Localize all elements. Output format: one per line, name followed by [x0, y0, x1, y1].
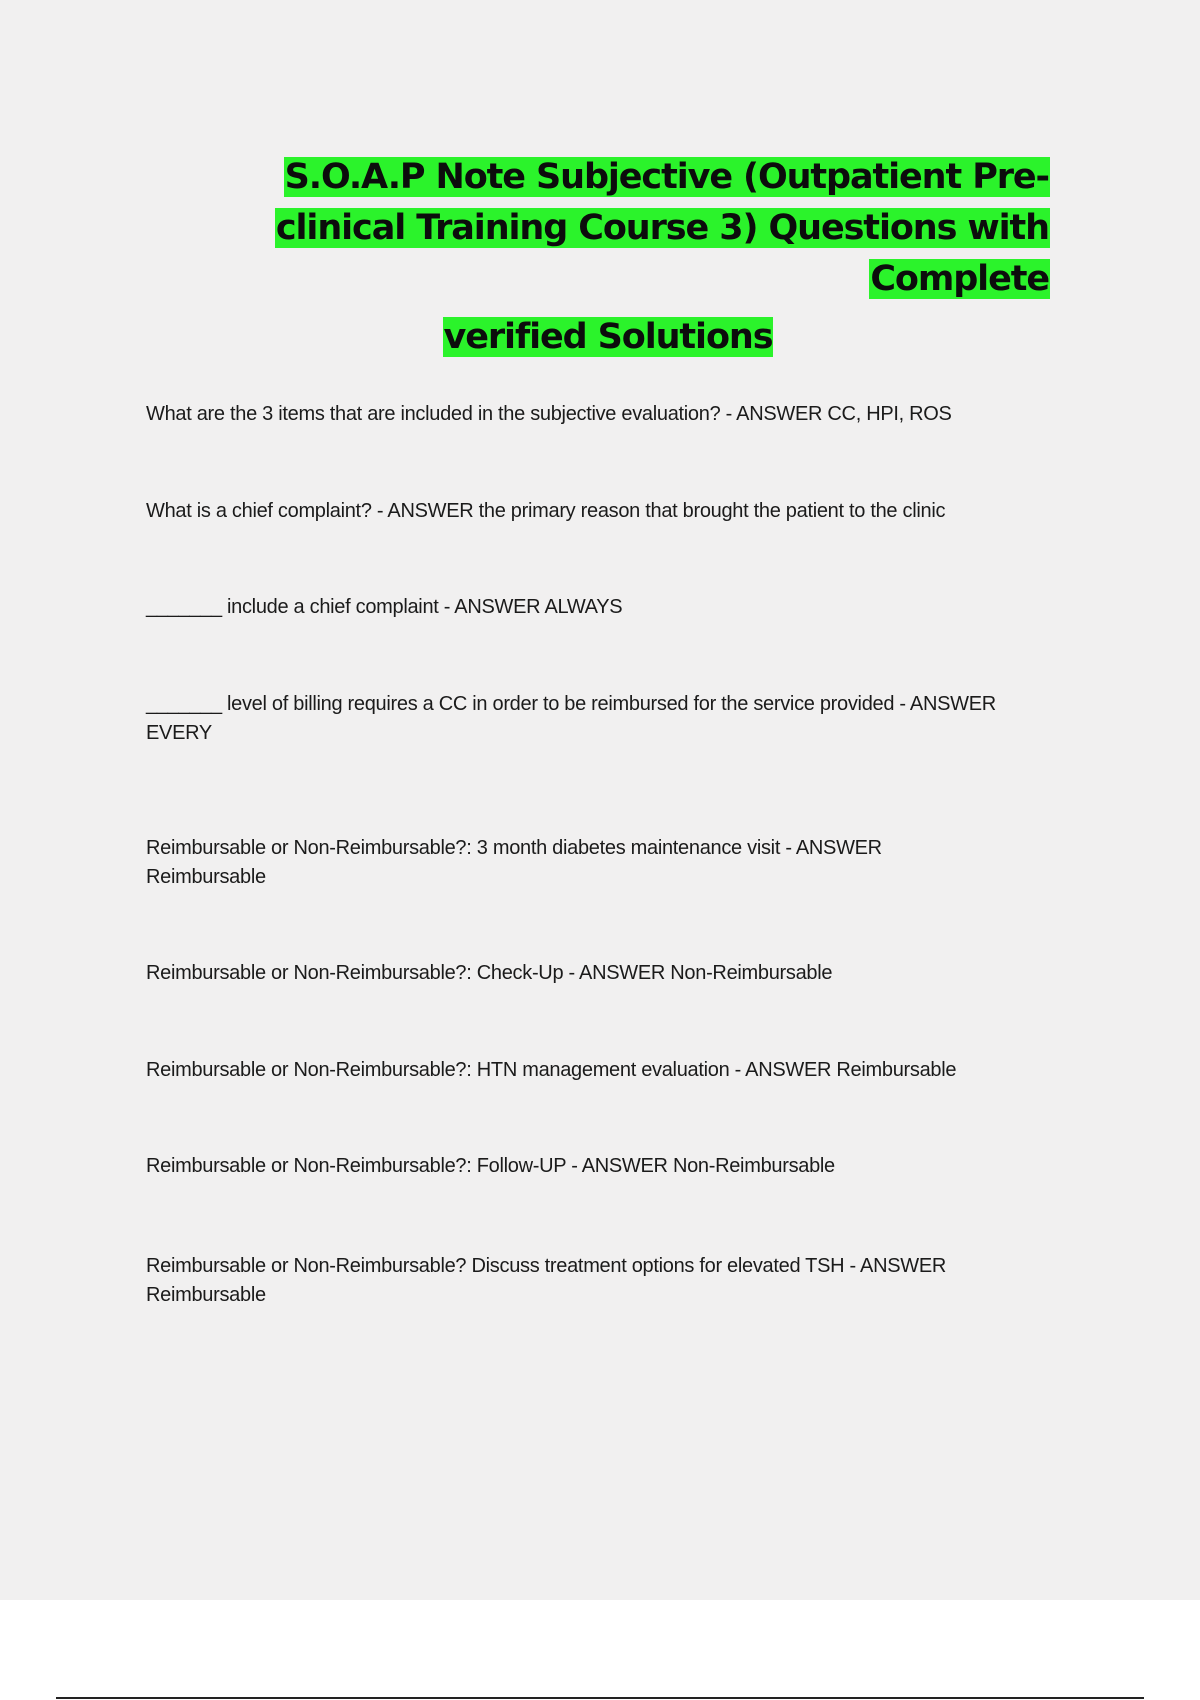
- title-line-2: clinical Training Course 3) Questions with: [275, 208, 1049, 248]
- title-line-1: S.O.A.P Note Subjective (Outpatient Pre-: [284, 157, 1049, 197]
- qa-item: Reimbursable or Non-Reimbursable?: Check-Up - ANSWER Non-Reimbursable: [146, 962, 833, 984]
- qa-item: Reimbursable or Non-Reimbursable?: HTN management evaluation - ANSWER Reimbursable: [146, 1059, 957, 1081]
- qa-item: Reimbursable or Non-Reimbursable?: 3 month diabetes maintenance visit - ANSWER Reimbursable: [146, 837, 882, 888]
- qa-item: What are the 3 items that are included in the subjective evaluation? - ANSWER CC, HPI, ROS: [146, 403, 952, 425]
- qa-item: Reimbursable or Non-Reimbursable?: Follow-UP - ANSWER Non-Reimbursable: [146, 1155, 835, 1177]
- qa-item: _______ level of billing requires a CC in order to be reimbursed for the service provided - ANSWER EVERY: [146, 693, 996, 744]
- footer-divider: [56, 1697, 1144, 1699]
- document-title: [270, 152, 1050, 357]
- qa-item: Reimbursable or Non-Reimbursable? Discuss treatment options for elevated TSH - ANSWER Reimbursable: [146, 1255, 947, 1306]
- title-line-4: verified Solutions: [443, 317, 773, 357]
- qa-item: _______ include a chief complaint - ANSWER ALWAYS: [146, 596, 623, 618]
- qa-item: What is a chief complaint? - ANSWER the primary reason that brought the patient to the clinic: [146, 500, 946, 522]
- title-line-3: Complete: [870, 259, 1049, 299]
